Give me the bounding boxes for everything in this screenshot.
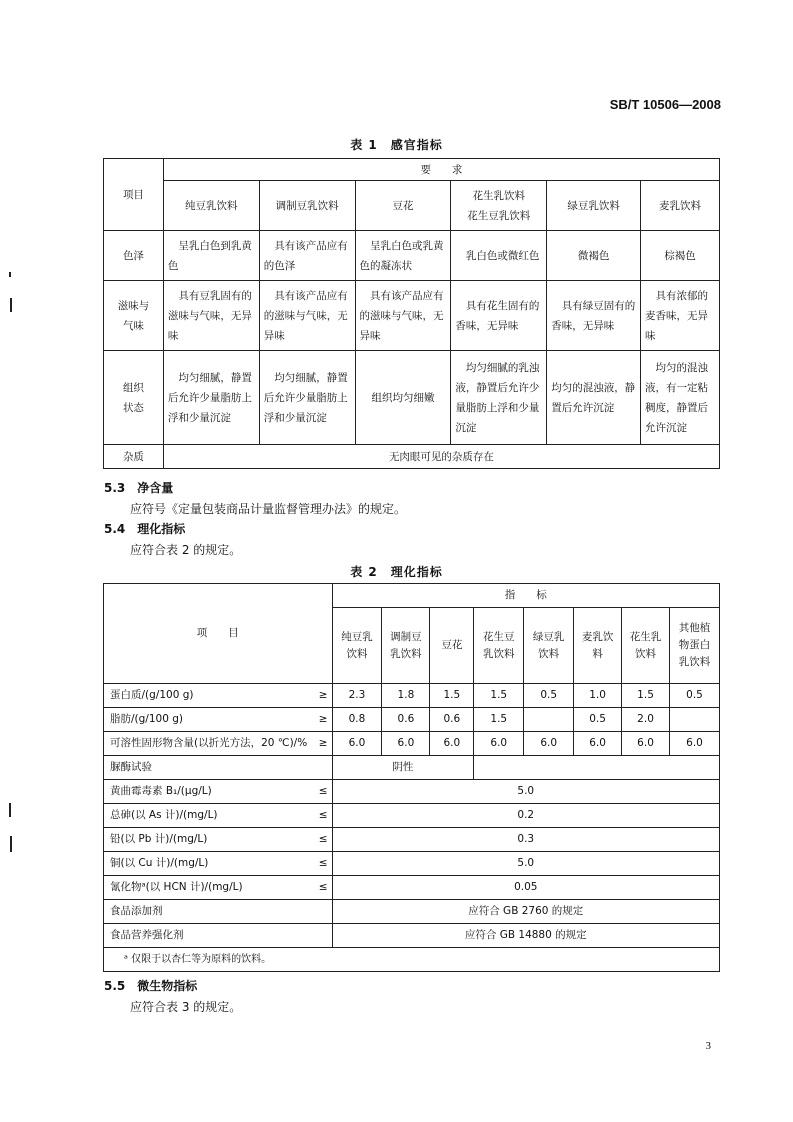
- t1-cell: 具有花生固有的香味，无异味: [451, 281, 547, 351]
- t2-col-header: 绿豆乳饮料: [524, 608, 574, 684]
- t1-cell: 均匀的混浊液，静置后允许沉淀: [547, 351, 641, 445]
- t2-item-label: 铜(以 Cu 计)/(mg/L): [110, 857, 209, 869]
- t2-col-header: 麦乳饮料: [574, 608, 622, 684]
- t1-cell: 均匀细腻的乳浊液，静置后允许少量脂肪上浮和少量沉淀: [451, 351, 547, 445]
- t1-col-header: 豆花: [355, 181, 451, 231]
- t1-col-header: 纯豆乳饮料: [163, 181, 259, 231]
- t1-cell: 棕褐色: [641, 231, 720, 281]
- t2-value: 6.0: [524, 732, 574, 756]
- t2-item-label: 氰化物ᵃ(以 HCN 计)/(mg/L): [110, 881, 243, 893]
- table1-title: 表 1 感官指标: [350, 138, 443, 152]
- t2-item-label: 蛋白质/(g/100 g): [110, 689, 194, 701]
- t2-item-sym: ≥: [318, 713, 328, 725]
- t2-value: 2.0: [622, 708, 670, 732]
- t2-value: [524, 708, 574, 732]
- t2-row-item: [104, 828, 333, 852]
- t1-cell: 均匀的混浊液，有一定粘稠度，静置后允许沉淀: [641, 351, 720, 445]
- t2-merged-value: 0.05: [332, 876, 719, 900]
- t1-col-header: 调制豆乳饮料: [259, 181, 355, 231]
- section-5-4-text: 应符合表 2 的规定。: [130, 543, 242, 557]
- t2-item-label: 脂肪/(g/100 g): [110, 713, 183, 725]
- t2-value: 2.3: [332, 684, 382, 708]
- t2-item-sym: ≤: [318, 809, 328, 821]
- t2-value: 1.5: [430, 684, 474, 708]
- t2-item-sym: ≥: [318, 689, 328, 701]
- t2-urease-value: 阴性: [332, 756, 474, 780]
- t2-footnote: ᵃ 仅限于以杏仁等为原料的饮料。: [104, 948, 720, 972]
- t2-value: 1.5: [474, 684, 524, 708]
- t2-value: 0.6: [430, 708, 474, 732]
- t2-value: 6.0: [332, 732, 382, 756]
- page-number: 3: [705, 1040, 711, 1052]
- section-5-5-text: 应符合表 3 的规定。: [130, 1000, 242, 1014]
- section-5-3-text: 应符号《定量包装商品计量监督管理办法》的规定。: [130, 502, 407, 516]
- t2-value: 6.0: [622, 732, 670, 756]
- t2-col-header: 调制豆乳饮料: [382, 608, 430, 684]
- t1-row-name: 杂质: [104, 445, 164, 469]
- t1-row-name: 滋味与 气味: [104, 281, 164, 351]
- t2-col-header: 其他植物蛋白乳饮料: [669, 608, 719, 684]
- physicochemical-table: [103, 583, 720, 972]
- scan-mark: [9, 803, 11, 817]
- table2-title: 表 2 理化指标: [350, 565, 443, 579]
- t2-merged-value: 5.0: [332, 852, 719, 876]
- t2-merged-value: 应符合 GB 2760 的规定: [332, 900, 719, 924]
- scan-mark: [9, 272, 11, 277]
- t2-value: 0.8: [332, 708, 382, 732]
- t1-col-header: 麦乳饮料: [641, 181, 720, 231]
- t2-col-header: 豆花: [430, 608, 474, 684]
- t2-row-item: [104, 804, 333, 828]
- t2-value: 0.6: [382, 708, 430, 732]
- t2-row-item: [104, 732, 333, 756]
- t2-item-label: 总砷(以 As 计)/(mg/L): [110, 809, 218, 821]
- t2-item-label: 可溶性固形物含量(以折光方法，20 ℃)/%: [110, 737, 308, 749]
- section-5-5-heading: 5.5 微生物指标: [104, 979, 198, 993]
- t2-col-header: 花生乳饮料: [622, 608, 670, 684]
- section-5-3-heading: 5.3 净含量: [104, 481, 174, 495]
- t1-impurity-value: 无肉眼可见的杂质存在: [163, 445, 719, 469]
- t1-cell: 呈乳白色到乳黄色: [163, 231, 259, 281]
- t2-value: [669, 708, 719, 732]
- t1-req-header: 要 求: [163, 159, 719, 181]
- t2-value: 6.0: [474, 732, 524, 756]
- t2-value: 6.0: [574, 732, 622, 756]
- t2-row-item: [104, 852, 333, 876]
- t1-cell: 具有该产品应有的滋味与气味，无异味: [355, 281, 451, 351]
- t1-cell: 具有该产品应有的色泽: [259, 231, 355, 281]
- t2-value: 6.0: [382, 732, 430, 756]
- t2-row-item: 脲酶试验: [104, 756, 333, 780]
- t1-col-header: 花生乳饮料 花生豆乳饮料: [451, 181, 547, 231]
- t2-value: 1.0: [574, 684, 622, 708]
- t2-value: 1.5: [622, 684, 670, 708]
- t2-item-sym: ≤: [318, 785, 328, 797]
- standard-code: SB/T 10506—2008: [609, 97, 721, 112]
- t2-merged-value: 0.3: [332, 828, 719, 852]
- t2-item-sym: ≤: [318, 881, 328, 893]
- t2-row-item: [104, 708, 333, 732]
- t1-cell: 具有豆乳固有的滋味与气味，无异味: [163, 281, 259, 351]
- t2-row-item: [104, 780, 333, 804]
- t1-col-header: 绿豆乳饮料: [547, 181, 641, 231]
- t2-value: 0.5: [669, 684, 719, 708]
- t1-cell: 呈乳白色或乳黄色的凝冻状: [355, 231, 451, 281]
- t1-cell: 微褐色: [547, 231, 641, 281]
- t2-value: 0.5: [574, 708, 622, 732]
- t2-row-item: 食品添加剂: [104, 900, 333, 924]
- t1-row-name: 色泽: [104, 231, 164, 281]
- scan-mark: [10, 836, 12, 852]
- t1-cell: 均匀细腻，静置后允许少量脂肪上浮和少量沉淀: [259, 351, 355, 445]
- t2-item-sym: ≥: [318, 737, 328, 749]
- t1-cell: 具有绿豆固有的香味，无异味: [547, 281, 641, 351]
- t2-value: 1.5: [474, 708, 524, 732]
- t2-item-label: 铅(以 Pb 计)/(mg/L): [110, 833, 208, 845]
- t2-row-item: 食品营养强化剂: [104, 924, 333, 948]
- t1-cell: 均匀细腻，静置后允许少量脂肪上浮和少量沉淀: [163, 351, 259, 445]
- t1-row-name: 组织 状态: [104, 351, 164, 445]
- t1-cell: 具有该产品应有的滋味与气味，无异味: [259, 281, 355, 351]
- t2-value: 6.0: [430, 732, 474, 756]
- t2-urease-empty: [474, 756, 720, 780]
- t2-item-sym: ≤: [318, 857, 328, 869]
- t2-merged-value: 0.2: [332, 804, 719, 828]
- t2-row-item: [104, 684, 333, 708]
- t2-index-header: 指 标: [332, 584, 719, 608]
- t2-merged-value: 5.0: [332, 780, 719, 804]
- sensory-table: [103, 158, 720, 469]
- t2-item-sym: ≤: [318, 833, 328, 845]
- t2-value: 0.5: [524, 684, 574, 708]
- t2-value: 6.0: [669, 732, 719, 756]
- scan-mark: [10, 298, 12, 312]
- t1-cell: 具有浓郁的麦香味，无异味: [641, 281, 720, 351]
- t2-value: 1.8: [382, 684, 430, 708]
- t2-row-item: [104, 876, 333, 900]
- t1-item-header: 项目: [104, 159, 164, 231]
- section-5-4-heading: 5.4 理化指标: [104, 522, 186, 536]
- t1-cell: 乳白色或微红色: [451, 231, 547, 281]
- t1-cell: 组织均匀细嫩: [355, 351, 451, 445]
- t2-item-header: 项 目: [104, 584, 333, 684]
- t2-col-header: 花生豆乳饮料: [474, 608, 524, 684]
- t2-item-label: 黄曲霉毒素 B₁/(μg/L): [110, 785, 212, 797]
- t2-merged-value: 应符合 GB 14880 的规定: [332, 924, 719, 948]
- t2-col-header: 纯豆乳饮料: [332, 608, 382, 684]
